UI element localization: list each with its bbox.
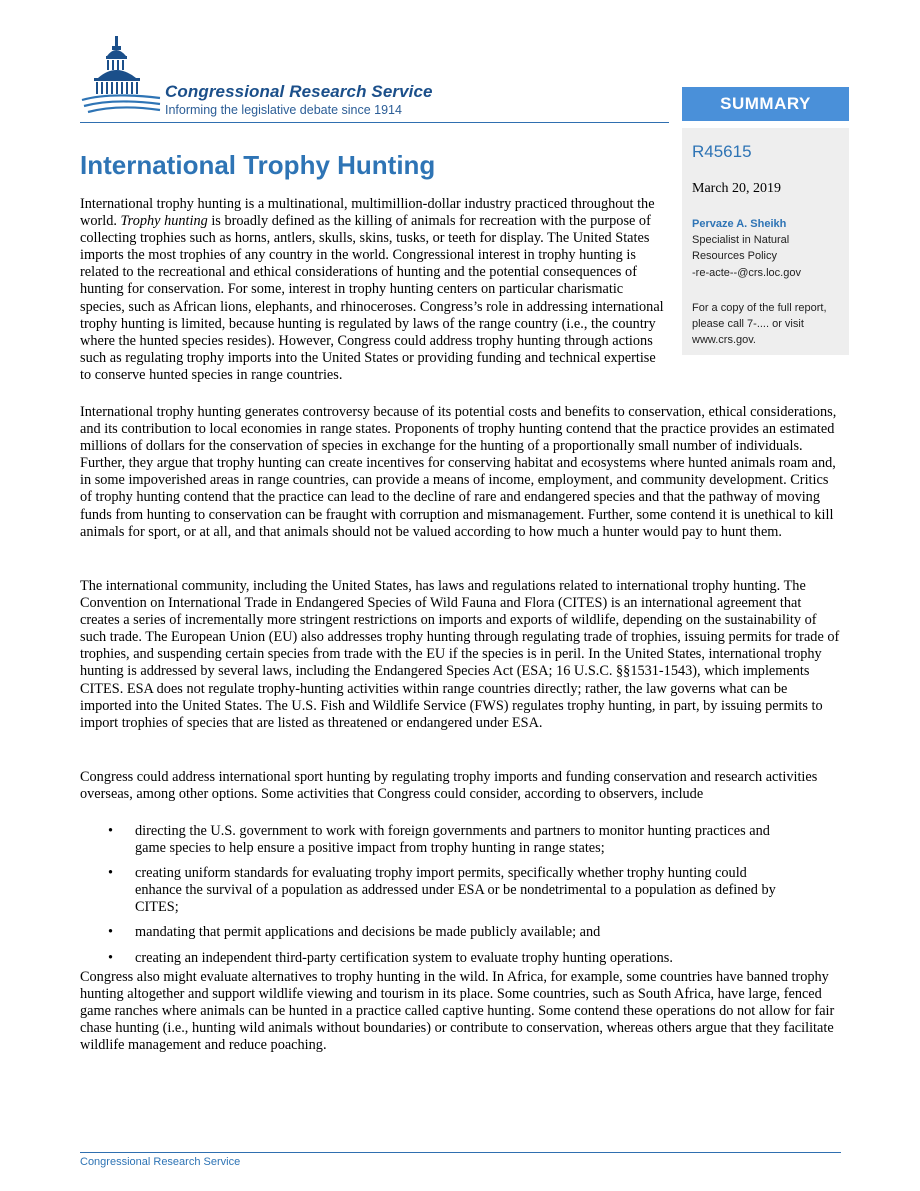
header-divider (80, 122, 669, 123)
list-item: • creating an independent third-party certification system to evaluate trophy hunting operations. (108, 949, 673, 966)
report-number: R45615 (692, 142, 752, 161)
term-trophy-hunting: Trophy hunting (120, 213, 208, 230)
list-item: • creating uniform standards for evaluating trophy import permits, specifically whether trophy hunting could enhance the survival of a population as addressed under ESA or be nondetrimental to a population as defined by CITES; (108, 865, 776, 916)
bullet-icon: • (108, 823, 114, 839)
paragraph-controversy: International trophy hunting generates controversy because of its potential costs and benefits to conservation, ethical considerations, and its contribution to local economies in range states. Proponents of trophy hunting contend that the practice provides an estimated millions of dollars for the conservation of species in exchange for the hunting of a proportionally small number of individuals. Further, they argue that trophy hunting can create incentives for conserving habitat and ecosystems where hunted animals roam and, in some impoverished areas in range countries, can provide a means of income, employment, and community development. Critics of trophy hunting contend that the practice can lead to the decline of rare and endangered species and that the pathway of moving funds from hunting to conservation can be fraught with corruption and mismanagement. Further, some contend it is unethical to kill animals for sport, or at all, and that animals should not be valued according to how much a hunter would pay to hunt them. (80, 404, 837, 540)
summary-label: SUMMARY (682, 87, 849, 121)
page-title: International Trophy Hunting (80, 150, 436, 180)
options-list (80, 823, 842, 975)
author-name: Pervaze A. Sheikh (692, 218, 787, 230)
paragraph-intro: International trophy hunting is a multinational, multimillion-dollar industry practiced throughout the world. Trophy hunting is broadly defined as the killing of animals for recreation with the purpose of collecting trophies such as horns, antlers, skulls, skins, tusks, or teeth for display. The United States imports the most trophies of any country in the world. Congressional interest in trophy hunting is related to the recreational and ethical considerations of hunting and the potential consequences of hunting for conservation. For some, interest in trophy hunting centers on particular charismatic species, such as African lions, elephants, and rhinoceroses. Congress’s role in addressing international trophy hunting is limited, because hunting is regulated by laws of the range country (i.e., the country where the hunted species resides). However, Congress could address trophy hunting through actions such as regulating trophy imports into the United States or providing funding and technical expertise to conserve hunted species in range countries. (80, 196, 664, 383)
capitol-dome-icon (80, 34, 162, 124)
footer-label: Congressional Research Service (80, 1156, 241, 1168)
copy-note-line-3: www.crs.gov. (692, 334, 756, 346)
footer-divider (80, 1152, 841, 1153)
author-title-line-1: Specialist in Natural (692, 234, 790, 246)
author-title-line-2: Resources Policy (692, 250, 777, 262)
bullet-icon: • (108, 949, 114, 966)
report-date: March 20, 2019 (692, 181, 782, 196)
paragraph-laws: The international community, including the United States, has laws and regulations related to international trophy hunting. The Convention on International Trade in Endangered Species of Wild Fauna and Flora (CITES) is an international agreement that creates a series of incrementally more stringent restrictions on imports and exports of wildlife, depending on the sustainability of such trade. The European Union (EU) also addresses trophy hunting through regulating trade of trophies, issuing permits for trade of trophies, and suspending certain species from trade with the EU if the species is in peril. In the United States, international trophy hunting is addressed by several laws, including the Endangered Species Act (ESA; 16 U.S.C. §§1531-1543), which implements CITES. ESA does not regulate trophy-hunting activities within range countries directly; rather, the law governs what can be imported into the United States. The U.S. Fish and Wildlife Service (FWS) regulates trophy hunting, in part, by issuing permits to import trophies of species that are listed as threatened or endangered under ESA. (80, 578, 840, 731)
bullet-icon: • (108, 865, 114, 882)
copy-note-line-1: For a copy of the full report, (692, 302, 827, 314)
summary-sidebar (682, 128, 849, 355)
crs-logo (80, 34, 480, 124)
org-tagline: Informing the legislative debate since 1914 (165, 103, 402, 117)
author-email: -re-acte--@crs.loc.gov (692, 267, 801, 279)
copy-note-line-2: please call 7-.... or visit (692, 318, 804, 330)
org-name: Congressional Research Service (165, 82, 433, 101)
paragraph-options: Congress could address international sport hunting by regulating trophy imports and funding conservation and research activities overseas, among other options. Some activities that Congress could consider, according to observers, include (80, 769, 818, 803)
list-item: • directing the U.S. government to work with foreign governments and partners to monitor hunting practices and game species to help ensure a positive impact from trophy hunting in range states; (108, 823, 770, 857)
bullet-icon: • (108, 924, 114, 941)
paragraph-alternatives: Congress also might evaluate alternatives to trophy hunting in the wild. In Africa, for example, some countries have banned trophy hunting altogether and support wildlife viewing and tourism in its place. Some countries, such as South Africa, have large, fenced game ranches where animals can be hunted in a practice called captive hunting. Some contend these operations do not allow for fair chase hunting (i.e., hunting wild animals without boundaries) or contribute to conservation, whereas others argue that they facilitate wildlife management and reduce poaching. (80, 969, 835, 1054)
list-item: • mandating that permit applications and decisions be made publicly available; and (108, 924, 601, 941)
